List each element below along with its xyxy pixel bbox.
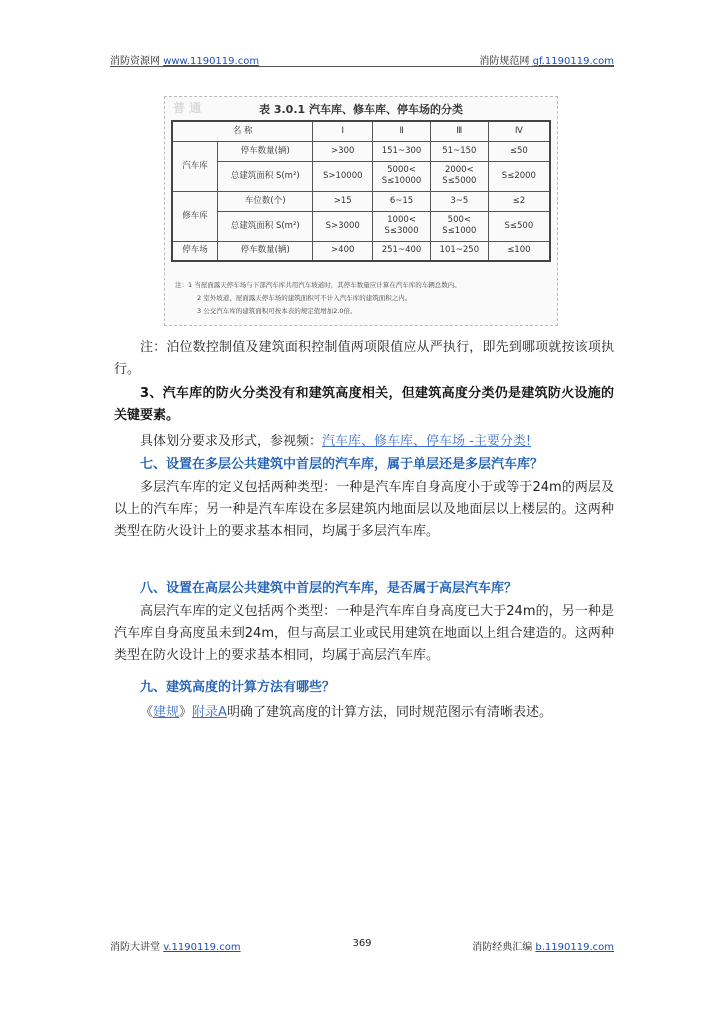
table-row xyxy=(172,141,550,161)
page-number: 369 xyxy=(352,938,372,949)
cell xyxy=(430,211,488,241)
group-repair: 修车库 xyxy=(172,191,218,241)
head-c2: Ⅱ xyxy=(373,121,431,141)
paragraph-7: 多层汽车库的定义包括两种类型：一种是汽车库自身高度小于或等于24m的两层及以上的汽车库；另一种是汽车库设在多层建筑内地面层以及地面层以上楼层的。这两种类型在防火设计上的要求基本相同，均属于多层汽车库。 xyxy=(114,480,614,539)
cell: S>10000 xyxy=(313,161,373,191)
cell: ≤2 xyxy=(488,191,550,211)
cell: 51~150 xyxy=(430,141,488,161)
table-row xyxy=(172,211,550,241)
note-paragraph: 注：泊位数控制值及建筑面积控制值两项限值应从严执行，即先到哪项就按该项执行。 xyxy=(114,340,614,377)
paragraph-9-text: 明确了建筑高度的计算方法，同时规范图示有清晰表述。 xyxy=(226,705,552,720)
cell: ≤50 xyxy=(488,141,550,161)
cell-line: 5000< xyxy=(387,165,416,175)
cell xyxy=(430,161,488,191)
table-row xyxy=(172,241,550,261)
paragraph-9 xyxy=(114,702,614,724)
reference-text: 具体划分要求及形式，参视频： xyxy=(140,434,323,449)
cell-line: S≤5000 xyxy=(442,176,477,186)
cell: S>3000 xyxy=(313,211,373,241)
cell: >300 xyxy=(313,141,373,161)
table-note: 3 公交汽车库的建筑面积可按本表的规定值增加2.0倍。 xyxy=(197,307,357,315)
footer-right xyxy=(472,938,614,953)
group-garage: 汽车库 xyxy=(172,141,218,191)
group-lot: 停车场 xyxy=(172,241,218,261)
table-notes xyxy=(175,279,461,318)
paragraph-8: 高层汽车库的定义包括两个类型：一种是汽车库自身高度已大于24m的，另一种是汽车库自身高度虽未到24m，但与高层工业或民用建筑在地面以上组合建造的。这两种类型在防火设计上的要求基本相同，均属于高层汽车库。 xyxy=(114,604,614,663)
footer-right-link[interactable]: b.1190119.com xyxy=(535,942,614,953)
head-c3: Ⅲ xyxy=(430,121,488,141)
cell: S≤2000 xyxy=(488,161,550,191)
cell: 3~5 xyxy=(430,191,488,211)
video-link[interactable]: 汽车库、修车库、停车场 -主要分类! xyxy=(322,434,532,449)
header-left xyxy=(110,52,259,67)
row-label: 总建筑面积 S(m²) xyxy=(218,161,313,191)
row-label: 车位数(个) xyxy=(218,191,313,211)
page-header xyxy=(110,50,614,67)
header-right-link[interactable]: gf.1190119.com xyxy=(532,56,614,67)
cell-line: S≤1000 xyxy=(442,226,477,236)
footer-left-link[interactable]: v.1190119.com xyxy=(163,942,241,953)
head-c4: Ⅳ xyxy=(488,121,550,141)
page-footer xyxy=(110,938,614,952)
cell-line: 2000< xyxy=(444,165,474,175)
row-label: 总建筑面积 S(m²) xyxy=(218,211,313,241)
cell xyxy=(373,211,431,241)
table-stamp: 普 通 xyxy=(173,101,202,115)
appendix-a-link[interactable]: 附录A xyxy=(192,705,227,720)
row-label: 停车数量(辆) xyxy=(218,241,313,261)
cell: S≤500 xyxy=(488,211,550,241)
table-note: 2 室外坡道、屋面露天停车场的建筑面积可不计入汽车库的建筑面积之内。 xyxy=(197,294,412,302)
cell: 6~15 xyxy=(373,191,431,211)
cell: >15 xyxy=(313,191,373,211)
classification-table-image xyxy=(164,96,558,326)
table-row xyxy=(172,191,550,211)
row-label: 停车数量(辆) xyxy=(218,141,313,161)
heading-7: 七、设置在多层公共建筑中首层的汽车库，属于单层还是多层汽车库？ xyxy=(140,457,544,472)
footer-left-label: 消防大讲堂 xyxy=(110,942,160,953)
cell-line: S≤3000 xyxy=(384,226,419,236)
building-code-link[interactable]: 建规 xyxy=(153,705,180,720)
cell-line: S≤10000 xyxy=(381,176,422,186)
classification-table xyxy=(171,120,551,262)
table-head-row xyxy=(172,121,550,141)
cell: ≤100 xyxy=(488,241,550,261)
footer-right-label: 消防经典汇编 xyxy=(472,942,533,953)
table-row xyxy=(172,161,550,191)
header-left-label: 消防资源网 xyxy=(110,56,160,67)
header-right-label: 消防规范网 xyxy=(479,56,530,67)
cell xyxy=(373,161,431,191)
quote-close: 》 xyxy=(179,705,193,720)
cell-line: 500< xyxy=(447,215,472,225)
heading-9: 九、建筑高度的计算方法有哪些？ xyxy=(140,680,336,695)
header-right xyxy=(479,52,614,67)
head-c1: Ⅰ xyxy=(313,121,373,141)
table-title: 表 3.0.1 汽车库、修车库、停车场的分类 xyxy=(259,103,463,116)
table-note: 注：1 当屋面露天停车场与下部汽车库共用汽车坡道时，其停车数量应计算在汽车库的车辆总数内。 xyxy=(175,281,461,289)
heading-8: 八、设置在高层公共建筑中首层的汽车库，是否属于高层汽车库？ xyxy=(140,581,518,596)
cell-line: 1000< xyxy=(387,215,416,225)
point-3-paragraph: 3、汽车库的防火分类没有和建筑高度相关，但建筑高度分类仍是建筑防火设施的关键要素。 xyxy=(114,386,614,423)
header-left-link[interactable]: www.1190119.com xyxy=(163,56,260,67)
cell: 251~400 xyxy=(373,241,431,261)
quote-open: 《 xyxy=(140,705,154,720)
cell: 101~250 xyxy=(430,241,488,261)
reference-paragraph xyxy=(114,431,614,453)
head-name: 名 称 xyxy=(172,121,313,141)
cell: 151~300 xyxy=(373,141,431,161)
cell: >400 xyxy=(313,241,373,261)
